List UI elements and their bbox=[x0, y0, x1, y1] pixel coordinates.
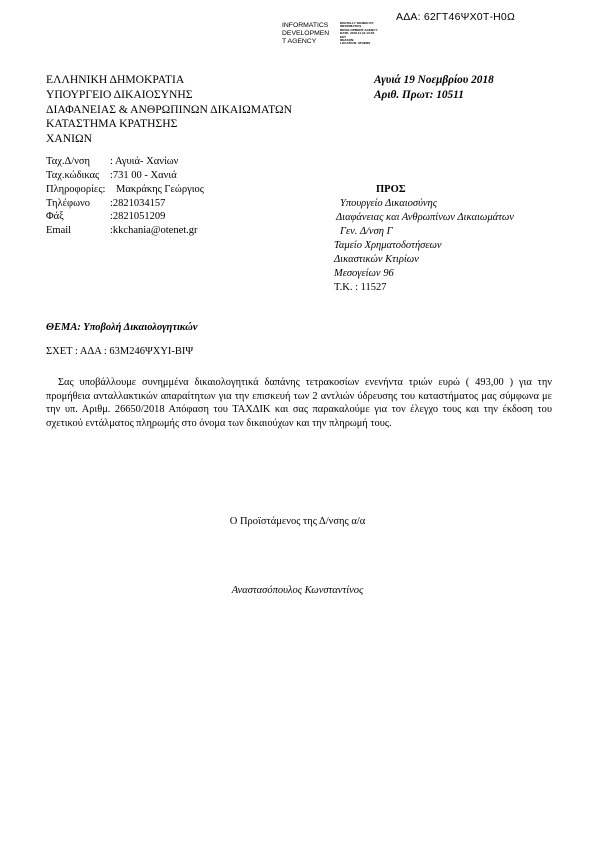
signatory-title: Ο Προϊστάμενος της Δ/νσης α/α bbox=[229, 516, 366, 527]
stamp-fine-line: REASON: bbox=[340, 38, 355, 43]
contact-label: Email bbox=[46, 225, 72, 236]
issuer-header bbox=[46, 73, 292, 147]
recipient-line: Διαφάνειας και Ανθρωπίνων Δικαιωμάτων bbox=[336, 212, 514, 223]
stamp-fine-print bbox=[340, 22, 378, 46]
contact-value: :2821051209 bbox=[110, 211, 166, 222]
header-line: ΕΛΛΗΝΙΚΗ ΔΗΜΟΚΡΑΤΙΑ bbox=[46, 73, 185, 86]
contact-value: :2821034157 bbox=[110, 198, 166, 209]
reference-line: ΣΧΕΤ : ΑΔΑ : 63Μ246ΨΧΥΙ-ΒΙΨ bbox=[46, 346, 194, 357]
recipient-line: Μεσογείων 96 bbox=[334, 268, 394, 279]
contact-email[interactable]: :kkchania@otenet.gr bbox=[110, 225, 198, 236]
contact-label: Τηλέφωνο bbox=[46, 198, 90, 209]
stamp-fine-line: INFORMATICS bbox=[340, 24, 362, 29]
signatory-name: Αναστασόπουλος Κωνσταντίνος bbox=[231, 585, 364, 596]
recipient-line: Υπουργείο Δικαιοσύνης bbox=[340, 198, 438, 209]
stamp-fine-line: EET bbox=[340, 34, 347, 39]
subject-line: ΘΕΜΑ: Υποβολή Δικαιολογητικών bbox=[46, 322, 198, 333]
stamp-fine-line: LOCATION: ATHENS bbox=[340, 41, 371, 46]
stamp-line: T AGENCY bbox=[282, 38, 317, 45]
contact-label: Ταχ.Δ/νση bbox=[46, 156, 91, 167]
header-line: ΚΑΤΑΣΤΗΜΑ ΚΡΑΤΗΣΗΣ bbox=[46, 117, 178, 131]
header-line: ΥΠΟΥΡΓΕΙΟ ΔΙΚΑΙΟΣΥΝΗΣ bbox=[46, 87, 193, 101]
stamp-fine-line: DIGITALLY SIGNED BY bbox=[340, 21, 374, 25]
letter-body: Σας υποβάλλουμε συνημμένα δικαιολογητικά δαπάνης τετρακοσίων ενενήντα τριών ευρώ ( 493,00 ) για την προμήθεια ανταλλακτικών απαραίτητων για την επισκευή των 2 αντλιών ύδρευσης του καταστήματος μας σύμφωνα με την υπ. Αριθμ. 26650/2018 Απόφαση του ΤΑΧΔΙΚ και σας παρακαλούμε για τον έλεγχο τους και την έκδοση του σχετικού εντάλματος πληρωμής στο όνομα των δικαιούχων και την πληρωμή τους. bbox=[46, 377, 552, 429]
contact-value: :731 00 - Χανιά bbox=[110, 170, 177, 181]
recipient-postcode: Τ.Κ. : 11527 bbox=[334, 282, 387, 293]
recipient-line: Δικαστικών Κτιρίων bbox=[334, 254, 419, 265]
contact-value: Μακράκης Γεώργιος bbox=[116, 184, 204, 195]
contact-label: Φάξ bbox=[46, 211, 64, 222]
recipient-line: Ταμείο Χρηματοδοτήσεων bbox=[334, 240, 442, 251]
stamp-fine-line: DEVELOPMENT AGENCY bbox=[340, 27, 378, 32]
contact-value: : Αγυιά- Χανίων bbox=[110, 156, 179, 167]
digital-signature-stamp bbox=[282, 22, 329, 46]
document-date: Αγυιά 19 Νοεμβρίου 2018 bbox=[374, 74, 494, 86]
recipient-line: Γεν. Δ/νση Γ bbox=[340, 226, 393, 237]
recipient-heading: ΠΡΟΣ bbox=[376, 184, 406, 195]
stamp-fine-line: DATE: 2018.11.19 13:03 bbox=[340, 31, 375, 36]
protocol-number: Αριθ. Πρωτ: 10511 bbox=[374, 88, 464, 101]
contact-label: Πληροφορίες: bbox=[46, 184, 106, 195]
ada-code: ΑΔΑ: 62ΓΤ46ΨΧ0Τ-Η0Ω bbox=[396, 11, 516, 23]
stamp-line: DEVELOPMEN bbox=[282, 30, 330, 37]
header-line: ΔΙΑΦΑΝΕΙΑΣ & ΑΝΘΡΩΠΙΝΩΝ ΔΙΚΑΙΩΜΑΤΩΝ bbox=[46, 102, 292, 116]
stamp-line: INFORMATICS bbox=[282, 22, 329, 29]
contact-label: Ταχ.κώδικας bbox=[46, 170, 100, 181]
header-line: ΧΑΝΙΩΝ bbox=[46, 132, 92, 146]
date-block bbox=[374, 73, 494, 103]
